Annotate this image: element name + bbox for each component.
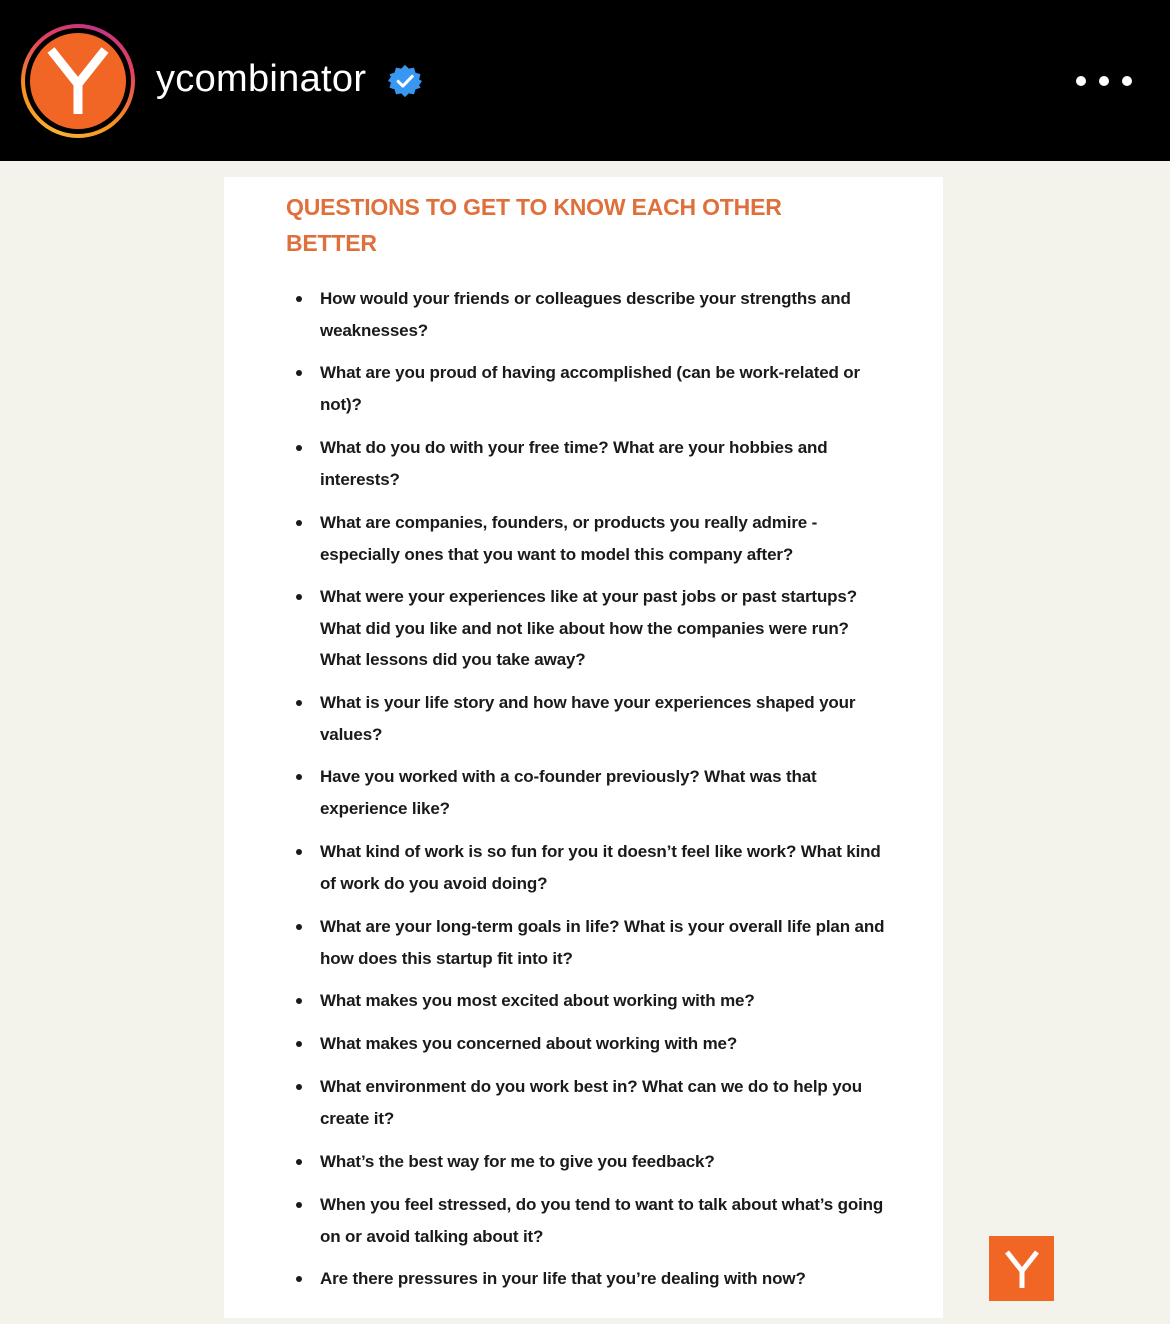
bullet-icon [296, 1084, 302, 1090]
list-item: What’s the best way for me to give you feedback? [320, 1146, 892, 1178]
y-logo-icon [1004, 1249, 1040, 1289]
bullet-icon [296, 370, 302, 376]
username[interactable]: ycombinator [156, 58, 367, 100]
bullet-icon [296, 700, 302, 706]
bullet-icon [296, 1202, 302, 1208]
bullet-icon [296, 1041, 302, 1047]
bullet-icon [296, 998, 302, 1004]
bullet-icon [296, 594, 302, 600]
list-item: Have you worked with a co-founder previously? What was that experience like? [320, 761, 892, 824]
list-item: What kind of work is so fun for you it doesn’t feel like work? What kind of work do you avoid doing? [320, 836, 892, 899]
bullet-icon [296, 445, 302, 451]
bullet-icon [296, 774, 302, 780]
bullet-icon [296, 1276, 302, 1282]
list-item: What is your life story and how have your experiences shaped your values? [320, 687, 892, 750]
bullet-icon [296, 849, 302, 855]
bullet-icon [296, 296, 302, 302]
y-logo-icon [47, 46, 109, 116]
list-item: What makes you most excited about working with me? [320, 985, 892, 1017]
document-title: QUESTIONS TO GET TO KNOW EACH OTHER BETTER [286, 194, 782, 256]
list-item: What are companies, founders, or products you really admire - especially ones that you want to model this company after? [320, 507, 892, 570]
list-item: What were your experiences like at your past jobs or past startups? What did you like and not like about how the companies were run? What lessons did you take away? [320, 581, 892, 676]
verified-badge-icon [388, 64, 422, 98]
post-header [0, 0, 1170, 161]
bullet-icon [296, 924, 302, 930]
list-item: How would your friends or colleagues describe your strengths and weaknesses? [320, 283, 892, 346]
document-page [224, 177, 943, 1318]
story-ring[interactable] [21, 24, 135, 138]
list-item: What are you proud of having accomplished (can be work-related or not)? [320, 357, 892, 420]
bullet-icon [296, 520, 302, 526]
list-item: What are your long-term goals in life? What is your overall life plan and how does this startup fit into it? [320, 911, 892, 974]
list-item: What do you do with your free time? What are your hobbies and interests? [320, 432, 892, 495]
list-item: When you feel stressed, do you tend to want to talk about what’s going on or avoid talking about it? [320, 1189, 892, 1252]
avatar[interactable] [30, 33, 126, 129]
bullet-icon [296, 1159, 302, 1165]
list-item: What makes you concerned about working with me? [320, 1028, 892, 1060]
more-options-icon[interactable] [1076, 66, 1132, 96]
list-item: Are there pressures in your life that you’re dealing with now? [320, 1263, 892, 1295]
yc-logo [989, 1236, 1054, 1301]
list-item: What environment do you work best in? What can we do to help you create it? [320, 1071, 892, 1134]
